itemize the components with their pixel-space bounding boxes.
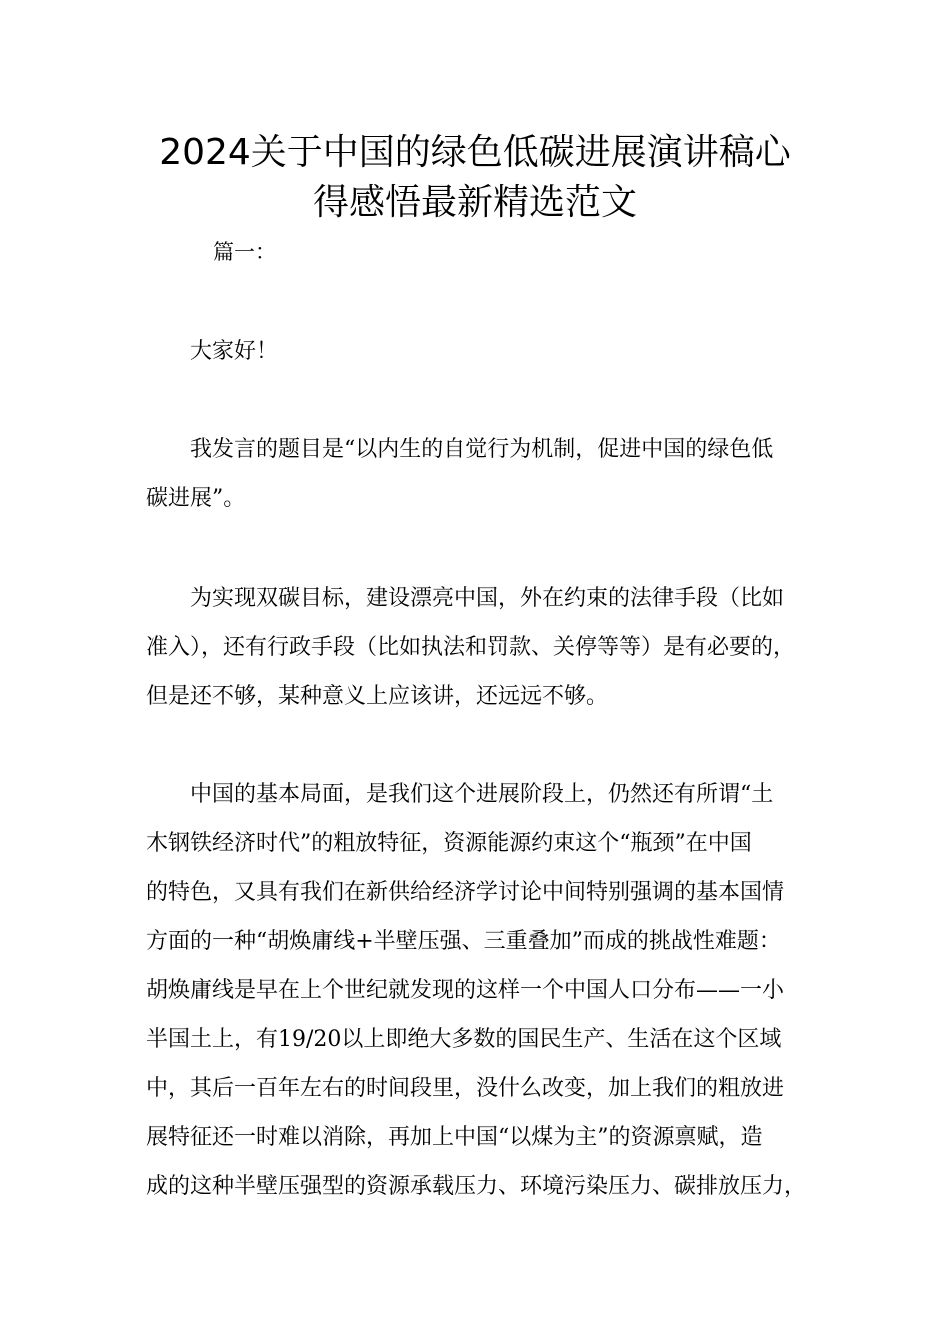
- title-line-2: 得感悟最新精选范文: [312, 182, 637, 223]
- paragraph-line: 我发言的题目是“以内生的自觉行为机制，促进中国的绿色低: [190, 437, 774, 462]
- paragraph-measures: [146, 574, 816, 721]
- paragraph-line: 为实现双碳目标，建设漂亮中国，外在约束的法律手段（比如: [190, 586, 785, 611]
- paragraph-line: 碳进展”。: [146, 486, 246, 511]
- paragraph-greeting: [146, 327, 816, 376]
- paragraph-line: 展特征还一时难以消除，再加上中国“以煤为主”的资源禀赋，造: [146, 1125, 763, 1150]
- paragraph-line: 胡焕庸线是早在上个世纪就发现的这样一个中国人口分布——一小: [146, 978, 785, 1003]
- paragraph-topic: [146, 425, 816, 523]
- paragraph-line: 中国的基本局面，是我们这个进展阶段上，仍然还有所谓“土: [190, 782, 774, 807]
- paragraph-line: 方面的一种“胡焕庸线+半壁压强、三重叠加”而成的挑战性难题：: [146, 929, 781, 954]
- paragraph-line: 成的这种半壁压强型的资源承载压力、环境污染压力、碳排放压力，: [146, 1174, 807, 1199]
- paragraph-line: 木钢铁经济时代”的粗放特征，资源能源约束这个“瓶颈”在中国: [146, 831, 752, 856]
- section-label: 篇一：: [213, 240, 276, 264]
- paragraph-line: 的特色，又具有我们在新供给经济学讨论中间特别强调的基本国情: [146, 880, 785, 905]
- paragraph-line: 大家好！: [190, 339, 279, 364]
- paragraph-line: 半国土上，有19/20以上即绝大多数的国民生产、生活在这个区域: [146, 1027, 782, 1052]
- document-title: [100, 128, 850, 228]
- paragraph-situation: [146, 770, 816, 1211]
- title-line-1: 2024关于中国的绿色低碳进展演讲稿心: [159, 132, 791, 173]
- paragraph-line: 但是还不够，某种意义上应该讲，还远远不够。: [146, 684, 609, 709]
- paragraph-line: 中，其后一百年左右的时间段里，没什么改变，加上我们的粗放进: [146, 1076, 785, 1101]
- paragraph-line: 准入），还有行政手段（比如执法和罚款、关停等等）是有必要的，: [146, 635, 796, 660]
